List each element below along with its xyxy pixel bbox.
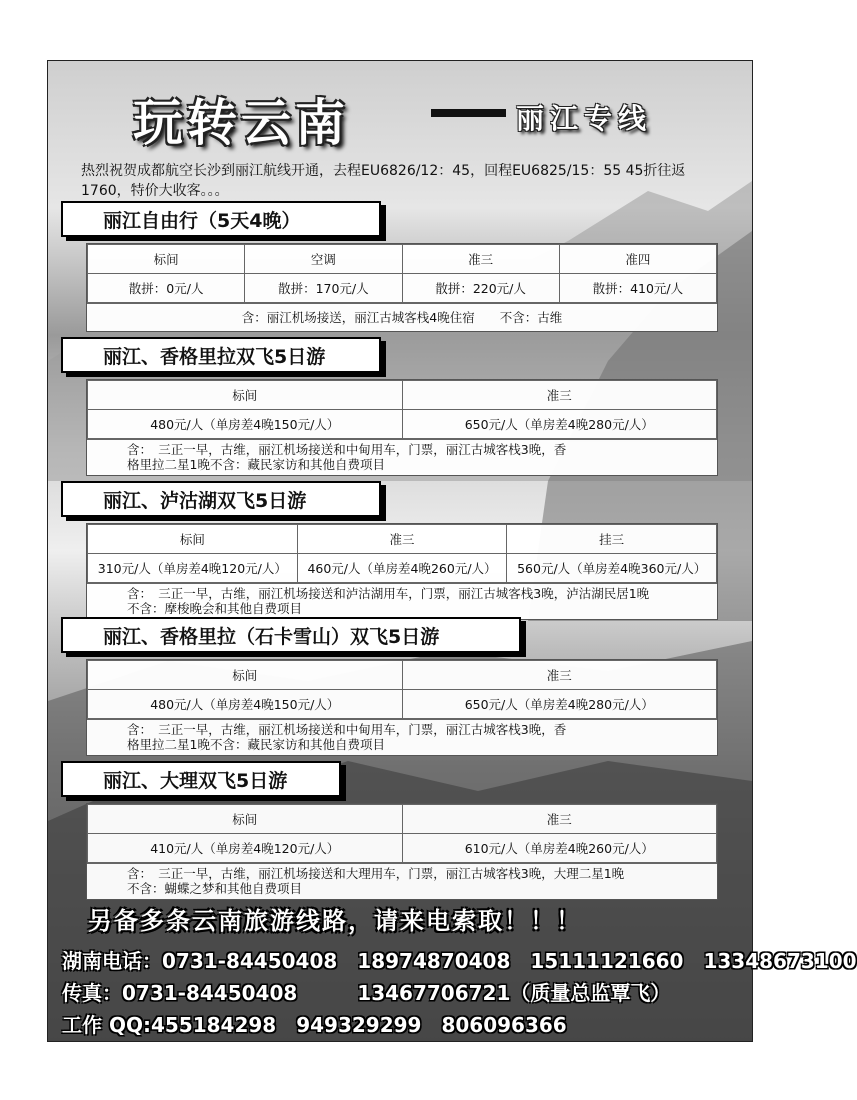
price-cell: 480元/人（单房差4晚150元/人） [88,690,403,719]
tour-4-title: 丽江、香格里拉（石卡雪山）双飞5日游 [61,617,521,653]
tour-note [87,863,717,899]
poster-title: 玩转云南 [133,94,349,152]
tour-note-line: 含： 三正一早，古维，丽江机场接送和中甸用车，门票，丽江古城客栈3晚，香 [127,442,567,457]
col-header: 挂三 [507,525,717,554]
col-header: 标间 [88,381,403,410]
col-header: 准三 [402,245,559,274]
col-header: 标间 [88,525,298,554]
price-cell: 650元/人（单房差4晚280元/人） [402,690,717,719]
col-header: 准三 [402,381,717,410]
tour-note [87,583,717,619]
title-dash [431,109,506,117]
tour-note-line: 含： 三正一早，古维，丽江机场接送和中甸用车，门票，丽江古城客栈3晚，香 [127,722,567,737]
price-cell: 散拼：0元/人 [88,274,245,303]
contact-qq: 工作 QQ:455184298 949329299 806096366 [62,1013,567,1037]
price-cell: 480元/人（单房差4晚150元/人） [88,410,403,439]
col-header: 准三 [402,661,717,690]
tour-note-line: 不含：蝴蝶之梦和其他自费项目 [127,881,303,896]
price-cell: 560元/人（单房差4晚360元/人） [507,554,717,583]
price-cell: 310元/人（单房差4晚120元/人） [88,554,298,583]
price-cell: 散拼：170元/人 [245,274,402,303]
tour-5-title: 丽江、大理双飞5日游 [61,761,341,797]
tour-note-line: 格里拉二星1晚不含：藏民家访和其他自费项目 [127,457,385,472]
tour-1-table [86,243,718,332]
tour-note [87,303,717,331]
intro-text: 热烈祝贺成都航空长沙到丽江航线开通，去程EU6826/12：45，回程EU6825/15：55 45折往返1760，特价大收客。。。 [81,163,686,199]
tour-2-title: 丽江、香格里拉双飞5日游 [61,337,381,373]
tour-5-table [86,803,718,900]
col-header: 准三 [297,525,507,554]
tour-note-line: 含：丽江机场接送，丽江古城客栈4晚住宿 不含：古维 [241,310,563,325]
tour-note [87,439,717,475]
travel-poster [47,60,857,1042]
price-cell: 460元/人（单房差4晚260元/人） [297,554,507,583]
price-cell: 610元/人（单房差4晚260元/人） [402,834,717,863]
col-header: 准三 [402,805,717,834]
col-header: 标间 [88,805,403,834]
price-cell: 散拼：220元/人 [402,274,559,303]
price-cell: 散拼：410元/人 [559,274,716,303]
price-cell: 650元/人（单房差4晚280元/人） [402,410,717,439]
price-cell: 410元/人（单房差4晚120元/人） [88,834,403,863]
tour-3-title: 丽江、泸沽湖双飞5日游 [61,481,381,517]
tour-4-table [86,659,718,756]
poster-subtitle: 丽江专线 [516,102,653,135]
col-header: 标间 [88,245,245,274]
footer-slogan: 另备多条云南旅游线路，请来电索取！！！ [88,907,582,935]
tour-note-line: 格里拉二星1晚不含：藏民家访和其他自费项目 [127,737,385,752]
tour-note-line: 含： 三正一早，古维，丽江机场接送和大理用车，门票，丽江古城客栈3晚，大理二星1晚 [127,866,625,881]
col-header: 准四 [559,245,716,274]
tour-3-table [86,523,718,620]
tour-note [87,719,717,755]
contact-phone: 湖南电话：0731-84450408 18974870408 15111121660 13348673100 [62,949,857,973]
tour-note-line: 含： 三正一早，古维，丽江机场接送和泸沽湖用车，门票，丽江古城客栈3晚，泸沽湖民居1晚 [127,586,650,601]
tour-1-title: 丽江自由行（5天4晚） [61,201,381,237]
tour-2-table [86,379,718,476]
tour-note-line: 不含：摩梭晚会和其他自费项目 [127,601,303,616]
contact-fax: 传真：0731-84450408 13467706721（质量总监覃飞） [62,981,671,1005]
col-header: 标间 [88,661,403,690]
col-header: 空调 [245,245,402,274]
